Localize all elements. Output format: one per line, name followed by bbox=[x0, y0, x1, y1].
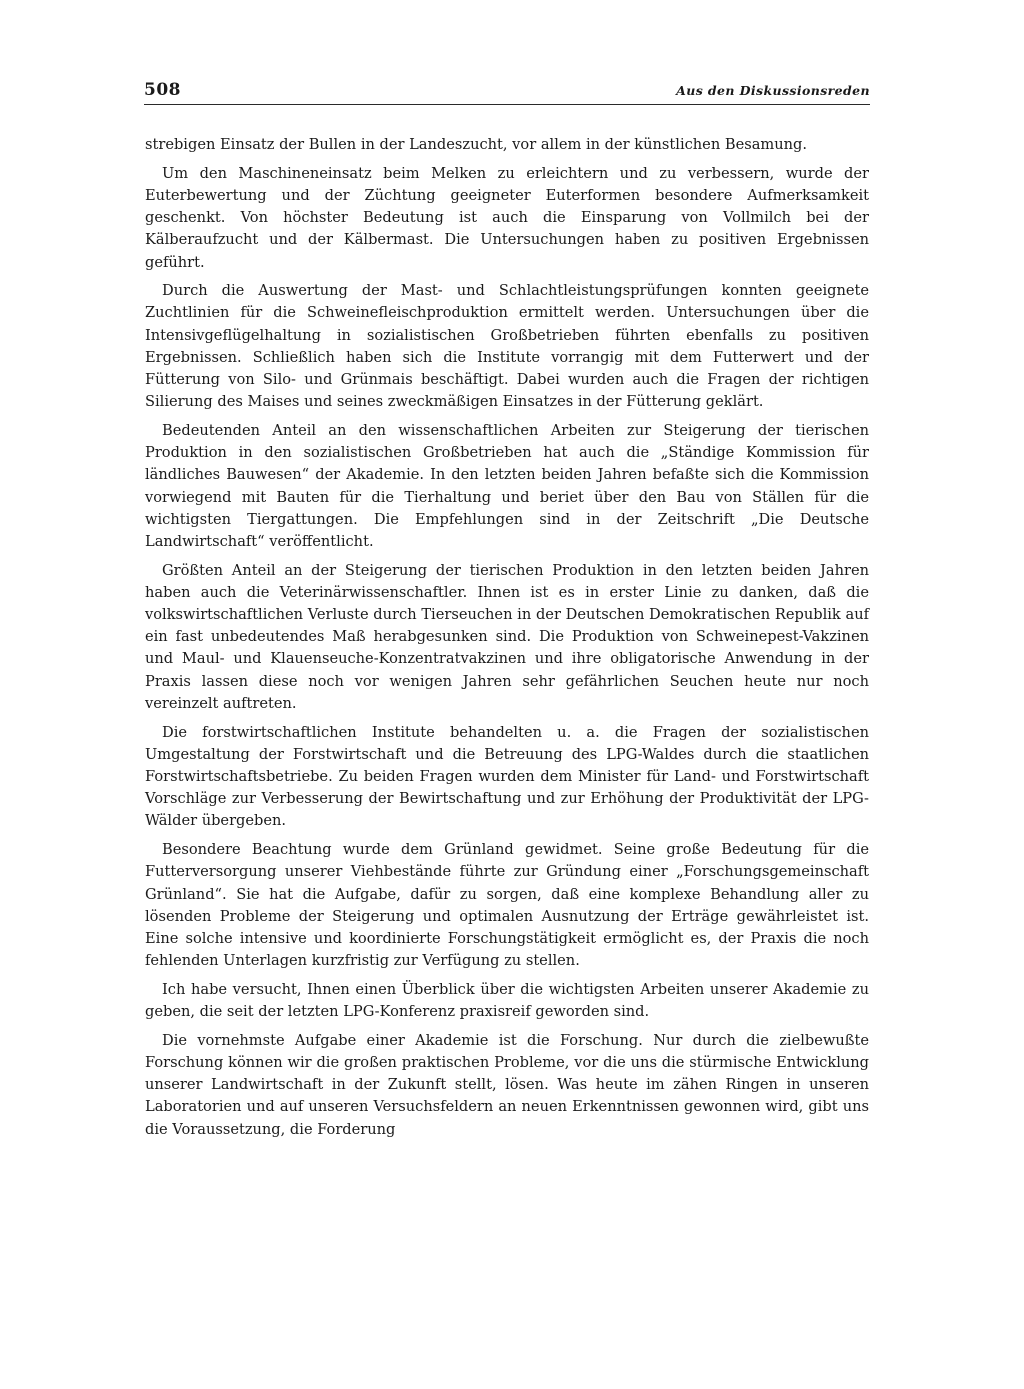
page-number: 508 bbox=[144, 80, 181, 100]
paragraph: Um den Maschineneinsatz beim Melken zu erleichtern und zu verbessern, wurde der Euterbewertung und der Züchtung geeigneter Euterformen besondere Aufmerksamkeit geschenkt. Von höchster Bedeutung ist auch die Einsparung von Vollmilch bei der Kälberaufzucht und der Kälbermast. Die Untersuchungen haben zu positiven Ergebnissen geführt. bbox=[145, 164, 869, 271]
paragraph: Größten Anteil an der Steigerung der tierischen Produktion in den letzten beiden Jahren haben auch die Veterinärwissenschaftler. Ihnen ist es in erster Linie zu danken, daß die volkswirtschaftlichen Verluste durch Tierseuchen in der Deutschen Demokratischen Republik auf ein fast unbedeutendes Maß herabgesunken sind. Die Produktion von Schweinepest-Vakzinen und Maul- und Klauenseuche-Konzentratvakzinen und ihre obligatorische Anwendung in der Praxis lassen diese noch vor wenigen Jahren sehr gefährlichen Seuchen heute nur noch vereinzelt auftreten. bbox=[145, 561, 869, 712]
paragraph: Bedeutenden Anteil an den wissenschaftlichen Arbeiten zur Steigerung der tierischen Produktion in den sozialistischen Großbetrieben hat auch die „Ständige Kommission für ländliches Bauwesen“ der Akademie. In den letzten beiden Jahren befaßte sich die Kommission vorwiegend mit Bauten für die Tierhaltung und beriet über den Bau von Ställen für die wichtigsten Tiergattungen. Die Empfehlungen sind in der Zeitschrift „Die Deutsche Landwirtschaft“ veröffentlicht. bbox=[145, 421, 869, 550]
paragraph: Die forstwirtschaftlichen Institute behandelten u. a. die Fragen der sozialistischen Umgestaltung der Forstwirtschaft und die Betreuung des LPG-Waldes durch die staatlichen Forstwirtschaftsbetriebe. Zu beiden Fragen wurden dem Minister für Land- und Forstwirtschaft Vorschläge zur Verbesserung der Bewirtschaftung und zur Erhöhung der Produktivität der LPG-Wälder übergeben. bbox=[145, 723, 869, 830]
paragraph: Die vornehmste Aufgabe einer Akademie ist die Forschung. Nur durch die zielbewußte Forschung können wir die großen praktischen Probleme, vor die uns die stürmische Entwicklung unserer Landwirtschaft in der Zukunft stellt, lösen. Was heute im zähen Ringen in unseren Laboratorien und auf unseren Versuchsfeldern an neuen Erkenntnissen gewonnen wird, gibt uns die Voraussetzung, die Forderung bbox=[145, 1031, 869, 1138]
running-title: Aus den Diskussionsreden bbox=[676, 83, 870, 98]
page-header bbox=[144, 80, 870, 105]
paragraph: Besondere Beachtung wurde dem Grünland gewidmet. Seine große Bedeutung für die Futterversorgung unserer Viehbestände führte zur Gründung einer „Forschungsgemeinschaft Grünland“. Sie hat die Aufgabe, dafür zu sorgen, daß eine komplexe Behandlung aller zu lösenden Probleme der Steigerung und optimalen Ausnutzung der Erträge gewährleistet ist. Eine solche intensive und koordinierte Forschungstätigkeit ermöglicht es, der Praxis die noch fehlenden Unterlagen kurzfristig zur Verfügung zu stellen. bbox=[145, 841, 869, 970]
paragraph: Durch die Auswertung der Mast- und Schlachtleistungsprüfungen konnten geeignete Zuchtlinien für die Schweinefleischproduktion ermittelt werden. Untersuchungen über die Intensivgeflügelhaltung in sozialistischen Großbetrieben führten ebenfalls zu positiven Ergebnissen. Schließlich haben sich die Institute vorrangig mit dem Futterwert und der Fütterung von Silo- und Grünmais beschäftigt. Dabei wurden auch die Fragen der richtigen Silierung des Maises und seines zweckmäßigen Einsatzes in der Fütterung geklärt. bbox=[145, 282, 869, 411]
paragraph: Ich habe versucht, Ihnen einen Überblick über die wichtigsten Arbeiten unserer Akademie zu geben, die seit der letzten LPG-Konferenz praxisreif geworden sind. bbox=[145, 980, 869, 1021]
paragraph: strebigen Einsatz der Bullen in der Landeszucht, vor allem in der künstlichen Besamung. bbox=[145, 136, 808, 153]
body-text bbox=[145, 134, 869, 1147]
